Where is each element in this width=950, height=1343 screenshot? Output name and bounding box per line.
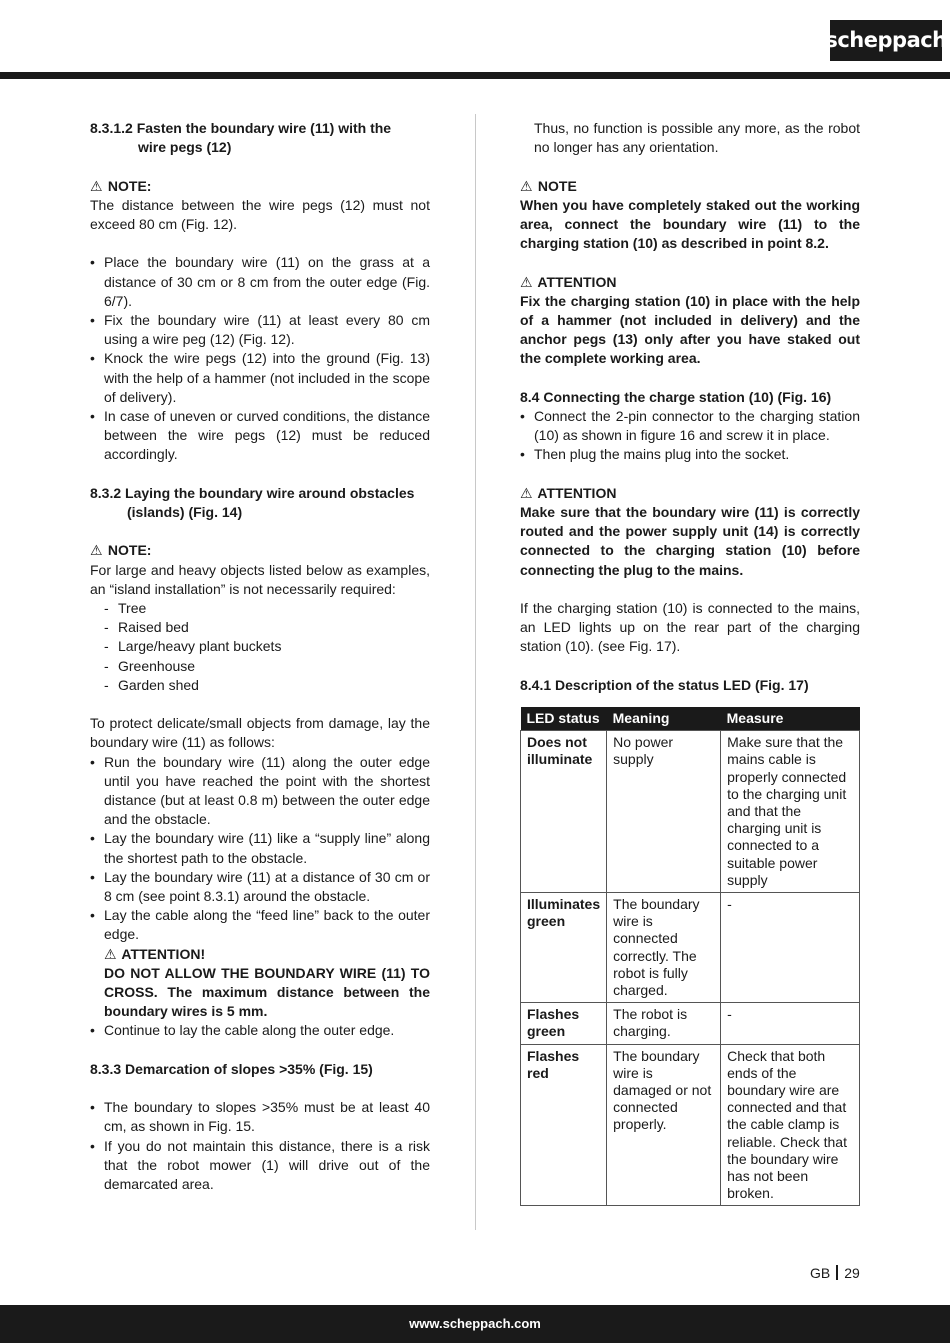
note-text: For large and heavy objects listed below as examples, an “island installation” is not necessarily required: <box>90 561 430 597</box>
header-rule <box>0 72 950 79</box>
paragraph: To protect delicate/small objects from damage, lay the boundary wire (11) as follows: <box>90 715 430 751</box>
column-header: Measure <box>721 707 860 731</box>
brand-logo <box>825 20 947 61</box>
table-header-row <box>521 707 860 731</box>
led-status-cell: Flashes green <box>521 1003 607 1044</box>
section-84-title: 8.4 Connecting the charge station (10) (Fig. 16) <box>520 388 832 405</box>
attention-block <box>90 945 430 1022</box>
measure-cell: Check that both ends of the boundary wire are connected and that the cable clamp is reliable. Check that the boundary wire has not been broken. <box>721 1044 860 1206</box>
section-833-title: 8.3.3 Demarcation of slopes >35% (Fig. 15) <box>90 1060 373 1077</box>
list-item: • Fix the boundary wire (11) at least every 80 cm using a wire peg (12) (Fig. 12). <box>90 311 430 349</box>
right-column <box>520 119 860 1206</box>
list-item: • Lay the boundary wire (11) like a “supply line” along the shortest path to the obstacle. <box>90 829 430 867</box>
column-header: LED status <box>521 707 607 731</box>
meaning-cell: The boundary wire is damaged or not connected properly. <box>607 1044 721 1206</box>
list-item: - Raised bed <box>104 618 430 637</box>
list-item: - Tree <box>104 599 430 618</box>
table-row <box>521 893 860 1003</box>
list-item: • Continue to lay the cable along the outer edge. <box>90 1021 430 1040</box>
column-header: Meaning <box>607 707 721 731</box>
attention-text: DO NOT ALLOW THE BOUNDARY WIRE (11) TO CROSS. The maximum distance between the boundary wires is 5 mm. <box>104 964 430 1020</box>
logo-text: scheppach <box>825 27 947 52</box>
language-code: GB <box>810 1265 831 1281</box>
measure-cell: Make sure that the mains cable is properly connected to the charging unit and that the charging unit is connected to a suitable power supply <box>721 731 860 893</box>
list-item: • The boundary to slopes >35% must be at least 40 cm, as shown in Fig. 15. <box>90 1098 430 1136</box>
list-item: • If you do not maintain this distance, there is a risk that the robot mower (1) will drive out of the demarcated area. <box>90 1137 430 1195</box>
list-item: - Large/heavy plant buckets <box>104 637 430 656</box>
note-heading: ⚠ NOTE: <box>90 541 430 560</box>
bullet-list <box>90 1098 430 1194</box>
led-status-cell: Flashes red <box>521 1044 607 1206</box>
note-heading: ⚠ NOTE <box>520 177 860 196</box>
note-text: The distance between the wire pegs (12) must not exceed 80 cm (Fig. 12). <box>90 196 430 232</box>
note-text: When you have completely staked out the working area, connect the boundary wire (11) to the charging station (10) as described in point 8.2. <box>520 196 860 252</box>
footer-url[interactable]: www.scheppach.com <box>409 1316 541 1332</box>
measure-cell: - <box>721 1003 860 1044</box>
column-divider <box>475 114 476 1230</box>
bullet-list <box>90 253 430 464</box>
attention-heading: ⚠ ATTENTION <box>520 273 860 292</box>
paragraph: Thus, no function is possible any more, as the robot no longer has any orientation. <box>534 120 860 156</box>
separator <box>836 1265 838 1280</box>
section-8312-title: 8.3.1.2 Fasten the boundary wire (11) with the wire pegs (12) <box>90 120 392 156</box>
led-status-table <box>520 707 860 1206</box>
table-row <box>521 1044 860 1206</box>
bullet-list <box>520 407 860 465</box>
led-status-cell: Does not illuminate <box>521 731 607 893</box>
bullet-list <box>90 1021 430 1040</box>
warning-icon: ⚠ <box>90 542 103 559</box>
list-item: • Lay the boundary wire (11) at a distance of 30 cm or 8 cm (see point 8.3.1) around the obstacle. <box>90 868 430 906</box>
list-item: - Greenhouse <box>104 657 430 676</box>
page-number <box>810 1264 860 1283</box>
warning-icon: ⚠ <box>520 273 533 290</box>
section-841-title: 8.4.1 Description of the status LED (Fig. 17) <box>520 676 809 693</box>
list-item: • Then plug the mains plug into the socket. <box>520 445 860 464</box>
list-item: • Lay the cable along the “feed line” back to the outer edge. <box>90 906 430 944</box>
footer-bar <box>0 1305 950 1343</box>
warning-icon: ⚠ <box>90 177 103 194</box>
paragraph: If the charging station (10) is connected to the mains, an LED lights up on the rear part of the charging station (10). (see Fig. 17). <box>520 600 860 655</box>
list-item: • Knock the wire pegs (12) into the ground (Fig. 13) with the help of a hammer (not included in the scope of delivery). <box>90 349 430 407</box>
table-row <box>521 1003 860 1044</box>
attention-text: Fix the charging station (10) in place with the help of a hammer (not included in delivery) and the anchor pegs (13) only after you have staked out the complete working area. <box>520 292 860 367</box>
list-item: - Garden shed <box>104 676 430 695</box>
attention-heading: ⚠ ATTENTION <box>520 484 860 503</box>
page-number-value: 29 <box>844 1265 860 1281</box>
meaning-cell: No power supply <box>607 731 721 893</box>
list-item: • Place the boundary wire (11) on the grass at a distance of 30 cm or 8 cm from the outer edge (Fig. 6/7). <box>90 253 430 311</box>
objects-list <box>90 599 430 695</box>
note-heading: ⚠ NOTE: <box>90 177 430 196</box>
attention-label: ATTENTION! <box>121 945 206 962</box>
section-832-title: 8.3.2 Laying the boundary wire around obstacles (islands) (Fig. 14) <box>90 484 415 521</box>
list-item: • In case of uneven or curved conditions, the distance between the wire pegs (12) must be reduced accordingly. <box>90 407 430 465</box>
meaning-cell: The boundary wire is connected correctly. The robot is fully charged. <box>607 893 721 1003</box>
bullet-list <box>90 753 430 945</box>
meaning-cell: The robot is charging. <box>607 1003 721 1044</box>
attention-text: Make sure that the boundary wire (11) is correctly routed and the power supply unit (14) is correctly connected to the charging station (10) before connecting the plug to the mains. <box>520 504 860 578</box>
left-column <box>90 119 430 1194</box>
list-item: • Run the boundary wire (11) along the outer edge until you have reached the point with the shortest distance (but at least 0.8 m) between the outer edge and the obstacle. <box>90 753 430 830</box>
list-item: • Connect the 2-pin connector to the charging station (10) as shown in figure 16 and screw it in place. <box>520 407 860 445</box>
warning-icon: ⚠ <box>104 945 117 962</box>
warning-icon: ⚠ <box>520 484 533 501</box>
measure-cell: - <box>721 893 860 1003</box>
warning-icon: ⚠ <box>520 177 533 194</box>
led-status-cell: Illuminates green <box>521 893 607 1003</box>
table-row <box>521 731 860 893</box>
